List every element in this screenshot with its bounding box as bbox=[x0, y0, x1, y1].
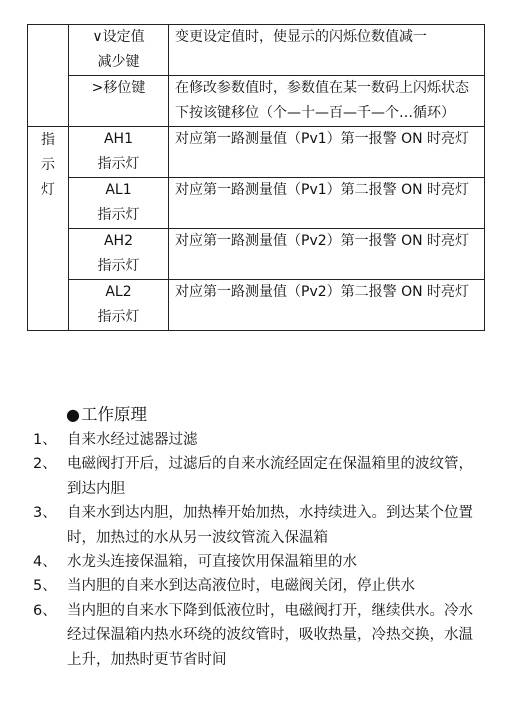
spec-table bbox=[27, 24, 485, 331]
indicator-name-cell bbox=[69, 178, 169, 229]
step-text: 当内胆的自来水下降到低液位时，电磁阀打开，继续供水。冷水经过保温箱内热水环绕的波纹管时，吸收热量，冷热交换，水温上升，加热时更节省时间 bbox=[67, 602, 473, 668]
indicator-code: AH2 bbox=[103, 233, 133, 249]
bullet-icon: ● bbox=[66, 405, 80, 424]
step-text: 当内胆的自来水到达高液位时，电磁阀关闭，停止供水 bbox=[67, 578, 415, 595]
indicator-name-cell bbox=[69, 280, 169, 331]
table-row bbox=[28, 76, 485, 127]
key-name-line: ∨设定值 bbox=[92, 29, 145, 45]
list-item bbox=[33, 599, 485, 672]
indicator-label: 指示灯 bbox=[97, 309, 140, 325]
key-description: 在修改参数值时，参数值在某一数码上闪烁状态下按该键移位（个—十—百—千—个…循环） bbox=[169, 76, 485, 127]
step-number: 5、 bbox=[33, 578, 57, 595]
working-principle-list bbox=[33, 428, 485, 672]
indicator-label: 指示灯 bbox=[97, 207, 140, 223]
table-row bbox=[28, 280, 485, 331]
group-label-char: 指 bbox=[41, 132, 55, 148]
key-description: 变更设定值时，使显示的闪烁位数值减一 bbox=[169, 25, 485, 76]
key-name-line: >移位键 bbox=[91, 80, 146, 96]
section-title-text: 工作原理 bbox=[80, 405, 147, 424]
table-row bbox=[28, 127, 485, 178]
step-number: 6、 bbox=[33, 602, 57, 619]
indicator-description: 对应第一路测量值（Pv1）第一报警 ON 时亮灯 bbox=[169, 127, 485, 178]
table-row bbox=[28, 229, 485, 280]
group-label-char: 示 bbox=[41, 157, 55, 173]
indicator-label: 指示灯 bbox=[97, 258, 140, 274]
step-text: 自来水经过滤器过滤 bbox=[67, 432, 198, 448]
table-row bbox=[28, 178, 485, 229]
indicator-name-cell bbox=[69, 229, 169, 280]
step-number: 4、 bbox=[33, 554, 57, 571]
list-item bbox=[33, 550, 485, 574]
step-text: 自来水到达内胆，加热棒开始加热，水持续进入。到达某个位置时，加热过的水从另一波纹管流入保温箱 bbox=[67, 505, 473, 546]
indicator-description: 对应第一路测量值（Pv2）第二报警 ON 时亮灯 bbox=[169, 280, 485, 331]
group-label-char: 灯 bbox=[41, 182, 55, 198]
indicator-name-cell bbox=[69, 127, 169, 178]
list-item bbox=[33, 501, 485, 550]
indicator-description: 对应第一路测量值（Pv1）第二报警 ON 时亮灯 bbox=[169, 178, 485, 229]
key-name-cell bbox=[69, 25, 169, 76]
section-heading bbox=[66, 403, 147, 427]
key-name-cell bbox=[69, 76, 169, 127]
step-text: 水龙头连接保温箱，可直接饮用保温箱里的水 bbox=[67, 554, 357, 571]
indicator-code: AL1 bbox=[105, 182, 132, 198]
indicator-code: AL2 bbox=[105, 284, 132, 300]
indicator-label: 指示灯 bbox=[97, 156, 140, 172]
indicator-code: AH1 bbox=[103, 131, 133, 147]
list-item bbox=[33, 452, 485, 501]
table-row bbox=[28, 25, 485, 76]
empty-group-cell bbox=[28, 25, 69, 127]
list-item bbox=[33, 428, 485, 452]
key-name-line: 减少键 bbox=[97, 54, 140, 70]
step-number: 2、 bbox=[33, 456, 57, 473]
list-item bbox=[33, 574, 485, 598]
indicator-description: 对应第一路测量值（Pv2）第一报警 ON 时亮灯 bbox=[169, 229, 485, 280]
step-text: 电磁阀打开后，过滤后的自来水流经固定在保温箱里的波纹管，到达内胆 bbox=[67, 456, 473, 497]
indicator-group-label bbox=[28, 127, 69, 331]
step-number: 1、 bbox=[33, 432, 57, 448]
step-number: 3、 bbox=[33, 505, 57, 522]
